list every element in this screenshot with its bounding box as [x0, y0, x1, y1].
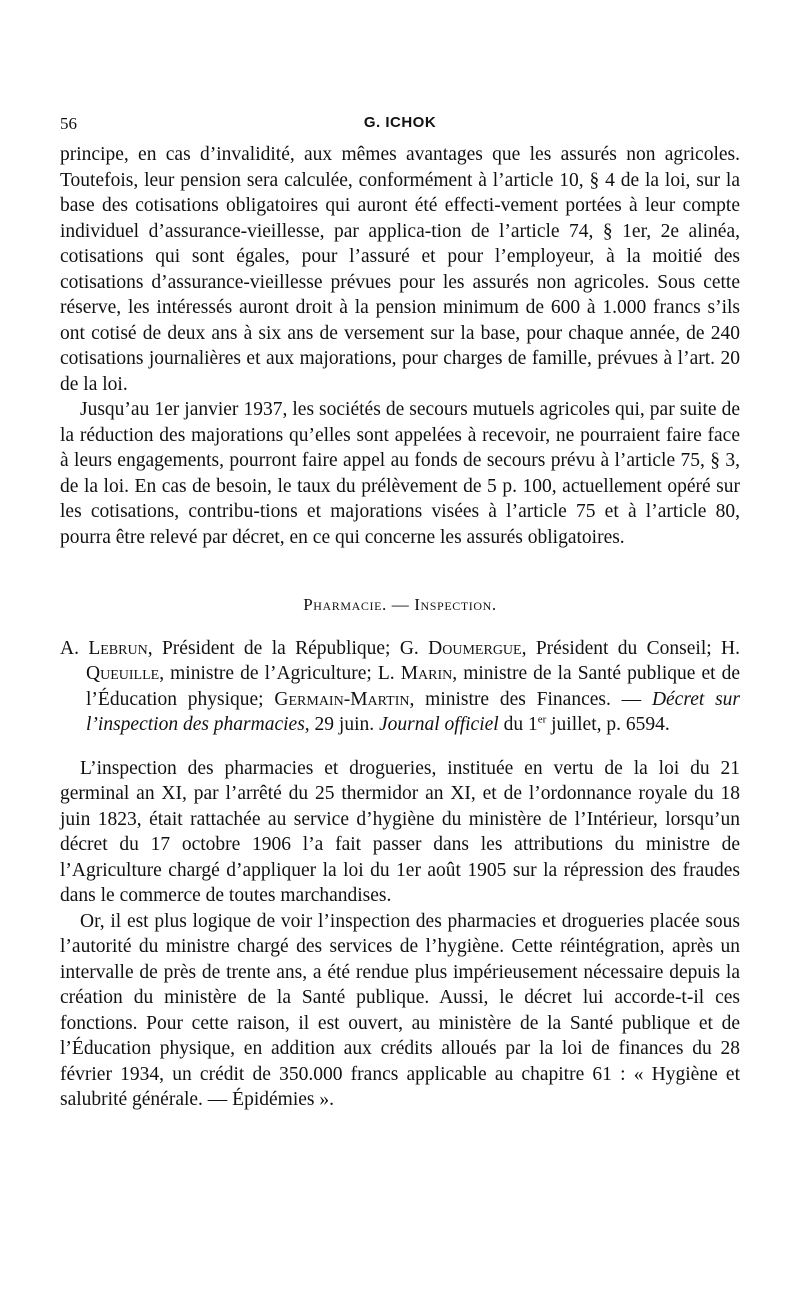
paragraph-inspection-history: L’inspection des pharmacies et drogueries, instituée en vertu de la loi du 21 germinal an XI, par l’arrêté du 25 thermidor an XI, et de l’ordonnance royale du 18 juin 1823, était rattachée au service d’hygiène du ministère de l’Intérieur, lorsqu’un décret du 17 octobre 1906 l’a fait passer dans les attributions du ministre de l’Agriculture chargé d’appliquer la loi du 1er août 1905 sur la répression des fraudes dans le commerce de toutes marchandises. — [60, 757, 740, 906]
citation-role-2: , Président du Conseil; H. — [521, 637, 740, 659]
paragraph-inspection-reintegration: Or, il est plus logique de voir l’inspection des pharmacies et drogueries placée sous l’autorité du ministre chargé des services de l’hygiène. Cette réintégration, après un intervalle de près de trente ans, a été rendue plus impérieusement nécessaire depuis la création du ministère de la Santé publique. Aussi, le décret lui accorde-t-il ces fonctions. Pour cette raison, il est ouvert, au ministère de la Santé publique et de l’Éducation physique, en addition aux crédits alloués par la loi de finances du 28 février 1934, un crédit de 350.000 francs applicable au chapitre 61 : « Hygiène et salubrité générale. — Épidémies ». — [60, 910, 740, 1110]
decree-citation — [60, 636, 740, 738]
page-number: 56 — [60, 114, 77, 133]
citation-role-5: , ministre des Finances. — — [409, 688, 652, 710]
citation-name-marin: Marin — [400, 663, 453, 684]
running-head — [60, 100, 740, 140]
citation-journal-sup: er — [537, 713, 547, 726]
citation-name-lebrun: Lebrun — [88, 637, 148, 659]
citation-journal-date-post: juillet, p. 6594. — [546, 714, 670, 735]
citation-role-3: , ministre de l’Agriculture; L. — [159, 663, 401, 684]
citation-decree-title: Décret sur l’inspection des pharmacies — [86, 688, 740, 735]
paragraph-mutual-societies: Jusqu’au 1er janvier 1937, les sociétés de secours mutuels agricoles qui, par suite de la réduction des majorations qu’elles sont appelées à recevoir, ne pourraient faire face à leurs engagements, pourront faire appel au fonds de secours prévu à l’article 75, § 3, de la loi. En cas de besoin, le taux du prélèvement de 5 p. 100, actuellement opéré sur les cotisations, contribu-tions et majorations visées à l’article 75 et à l’article 80, pourra être relevé par décret, en ce qui concerne les assurés obligatoires. — [60, 399, 740, 548]
citation-date: , 29 juin. — [304, 714, 380, 735]
paragraph-continuation: principe, en cas d’invalidité, aux mêmes avantages que les assurés non agricoles. Toutefois, leur pension sera calculée, conformément à l’article 10, § 4 de la loi, sur la base des cotisations obligatoires qui auront été effecti-vement portées à leur compte individuel d’assurance-vieillesse, par applica-tion de l’article 74, § 1er, 2e alinéa, cotisations qui sont égales, pour l’assuré et pour l’employeur, à la moitié des cotisations d’assurance-vieillesse prévues pour les assurés non agricoles. Sous cette réserve, les intéressés auront droit à la pension minimum de 600 à 1.000 francs s’ils ont cotisé de deux ans à six ans de versement sur la base, pour chaque année, de 240 cotisations journalières et aux majorations, pour charges de famille, prévues à l’art. 20 de la loi. — [60, 144, 740, 395]
section-heading-dash: — — [391, 595, 410, 614]
citation-name-germain-martin: Germain-Martin — [274, 688, 410, 710]
citation-role-1: , Président de la République; G. — [147, 637, 429, 659]
citation-name-doumergue: Doumergue — [428, 637, 522, 659]
section-heading-inspection: Inspection. — [414, 595, 497, 614]
section-heading — [60, 592, 740, 618]
section-heading-pharmacie: Pharmacie. — [303, 595, 387, 614]
citation-journal-date-pre: du 1 — [498, 714, 538, 735]
page — [60, 100, 740, 1113]
citation-name-queuille: Queuille — [86, 663, 160, 684]
citation-role-4: , ministre de la Santé publique et de l’Éducation physique; — [86, 663, 740, 710]
citation-journal: Journal officiel — [379, 714, 499, 735]
running-head-title: G. ICHOK — [363, 114, 437, 131]
citation-initial: A. — [60, 637, 89, 659]
